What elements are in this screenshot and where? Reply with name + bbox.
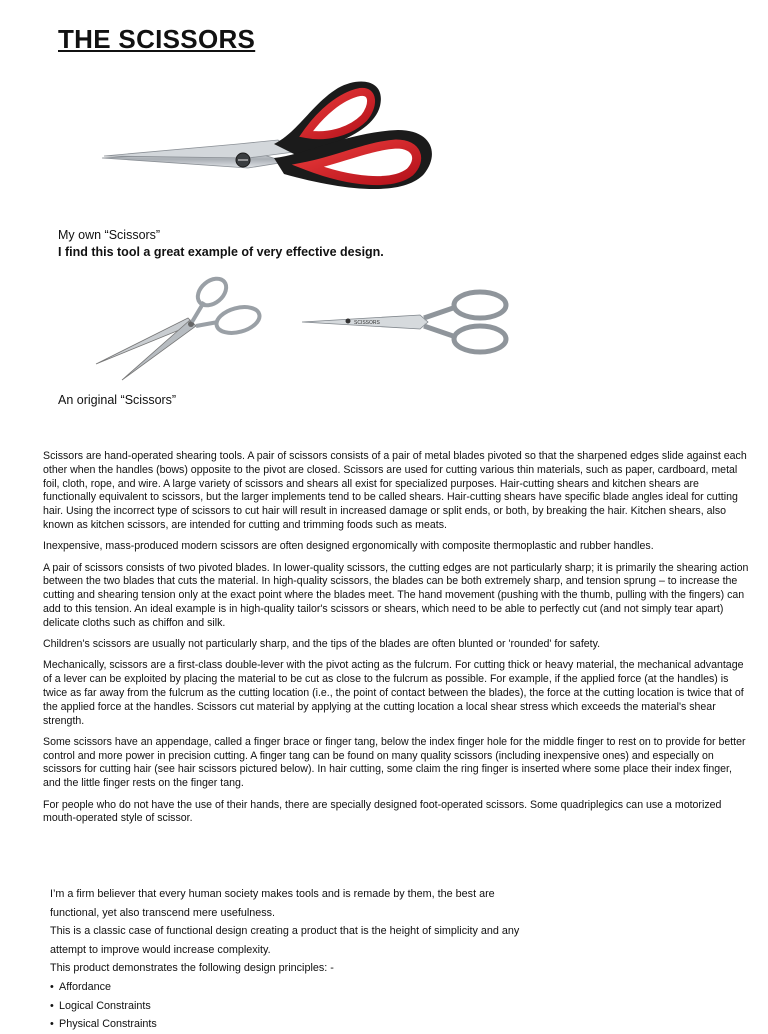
paragraph: Mechanically, scissors are a first-class double-lever with the pivot acting as the fulcrum. For cutting thick or heavy material, the mechanical advantage of a lever can be exploited by placing the material to be cut as close to the fulcrum as possible. For example, if the applied force (at the handles) is twice as far away from the fulcrum as the cutting location (i.e., the point of contact between the blades), the force at the cutting location is twice that of the applied force at the handles. Scissors cut material by applying at the cutting location a local shear stress which exceeds the material's shear strength. (43, 659, 744, 727)
page-title: THE SCISSORS (58, 24, 256, 54)
scissors-photo-own (98, 74, 438, 204)
article-body (43, 450, 749, 834)
closing-line: This product demonstrates the following design principles: - (50, 962, 334, 975)
paragraph: For people who do not have the use of their hands, there are specially designed foot-operated scissors. Some quadriplegics can use a motorized mouth-operated style of scissor. (43, 798, 722, 825)
closing-line: I’m a firm believer that every human society makes tools and is remade by them, the best are (50, 888, 495, 900)
closing-line: functional, yet also transcend mere usefulness. (50, 906, 276, 919)
list-item: • Affordance (50, 978, 610, 997)
caption-own-scissors: My own “Scissors” (58, 228, 161, 242)
paragraph: A pair of scissors consists of two pivoted blades. In lower-quality scissors, the cutting edges are not particularly sharp; it is primarily the shearing action between the two blades that cuts the material. In high-quality scissors, the blades can be both extremely sharp, and tension sprung – to increase the cutting and shearing tension only at the exact point where the blades meet. The hand movement (pushing with the thumb, pulling with the fingers) can add to this tension. An ideal example is in high-quality tailor's scissors or shears, which need to be able to perfectly cut (and not simply tear apart) delicate cloths such as chiffon and silk. (43, 561, 749, 629)
caption-original-scissors: An original “Scissors” (58, 393, 177, 407)
brand-mark: SCISSORS (354, 320, 380, 326)
paragraph: Inexpensive, mass-produced modern scissors are often designed ergonomically with composite thermoplastic and rubber handles. (43, 540, 654, 553)
list-item: • Logical Constraints (50, 997, 610, 1016)
scissors-photo-original-open (92, 272, 268, 384)
design-principles-list (50, 978, 610, 1034)
caption-design-note: I find this tool a great example of very effective design. (58, 245, 384, 259)
closing-remarks (50, 885, 610, 1034)
paragraph: Children's scissors are usually not particularly sharp, and the tips of the blades are often blunted or 'rounded' for safety. (43, 638, 601, 651)
scissors-photo-original-closed (300, 285, 512, 360)
closing-line: attempt to improve would increase complexity. (50, 943, 271, 956)
closing-line: This is a classic case of functional design creating a product that is the height of simplicity and any (50, 925, 520, 938)
list-item: • Physical Constraints (50, 1015, 610, 1034)
paragraph: Some scissors have an appendage, called a finger brace or finger tang, below the index finger hole for the middle finger to rest on to provide for better control and more power in precision cutting. A finger tang can be found on many quality scissors (including inexpensive ones) and especially on scissors for cutting hair (see hair scissors pictured below). In hair cutting, some claim the ring finger is inserted where some place their index finger, and the little finger rests on the finger tang. (43, 735, 746, 790)
paragraph: Scissors are hand-operated shearing tools. A pair of scissors consists of a pair of metal blades pivoted so that the sharpened edges slide against each other when the handles (bows) opposite to the pivot are closed. Scissors are used for cutting various thin materials, such as paper, cardboard, metal foil, cloth, rope, and wire. A large variety of scissors and shears all exist for specialized purposes. Hair-cutting shears and kitchen shears are functionally equivalent to scissors, but the larger implements tend to be called shears. Hair-cutting shears have specific blade angles ideal for cutting hair. Using the incorrect type of scissors to cut hair will result in increased damage or split ends, or both, by breaking the hair. Kitchen shears, also known as kitchen scissors, are intended for cutting and trimming foods such as meats. (43, 450, 747, 531)
